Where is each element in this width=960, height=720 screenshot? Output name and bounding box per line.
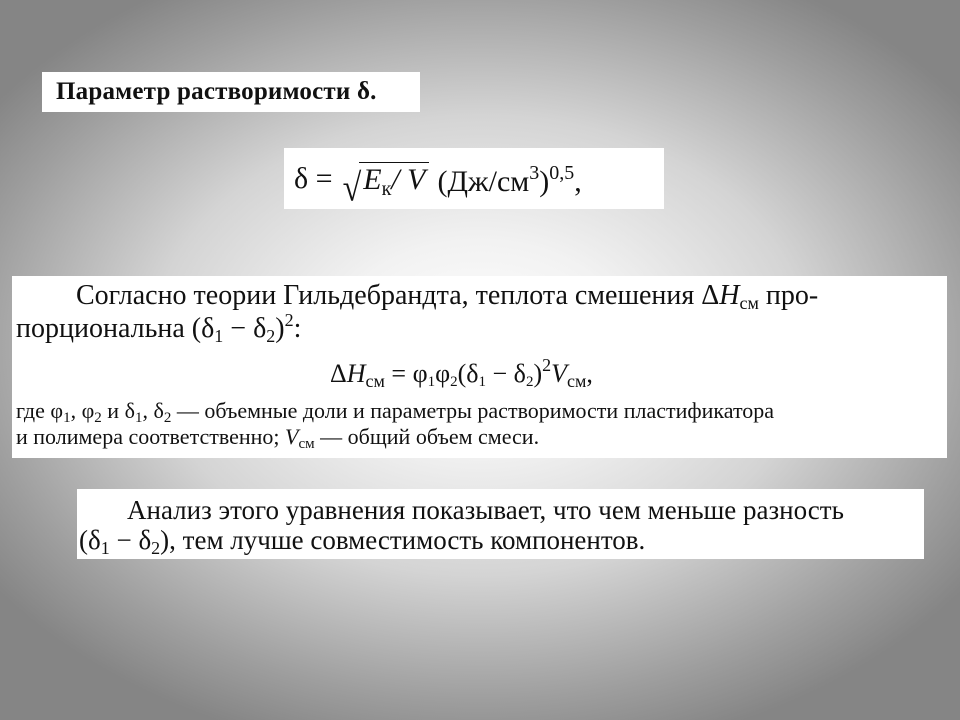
f2-minus: − δ bbox=[486, 359, 526, 388]
enthalpy-symbol: H bbox=[719, 280, 740, 311]
mixing-enthalpy-formula bbox=[330, 355, 593, 392]
theory-text-1-end: про- bbox=[758, 280, 819, 311]
sqrt-icon: √ bbox=[342, 167, 362, 210]
sqrt-body bbox=[359, 162, 429, 206]
conclusion-line-1: Анализ этого уравнения показывает, что чем меньше разность bbox=[127, 495, 844, 525]
f2-d2-sub: 2 bbox=[525, 374, 534, 390]
units-text: (Дж/см bbox=[437, 165, 530, 198]
ex-s4: 2 bbox=[163, 410, 172, 426]
explanation-line-2 bbox=[16, 424, 539, 453]
delta1-subscript: 1 bbox=[214, 326, 224, 346]
ex-b: , φ bbox=[70, 398, 95, 423]
conclusion-line-2 bbox=[79, 525, 645, 559]
f2-phi2-sub: 2 bbox=[450, 374, 458, 390]
ex-e: — объемные доли и параметры растворимости пластификатора bbox=[171, 398, 775, 423]
theory-line-1 bbox=[76, 280, 818, 314]
ex-s1: 1 bbox=[63, 410, 71, 426]
delta2-subscript: 2 bbox=[266, 326, 276, 346]
f2-h-sub: см bbox=[365, 371, 385, 391]
cl-s1: 1 bbox=[100, 538, 110, 558]
title-panel bbox=[42, 72, 420, 112]
theory-close-paren: ) bbox=[275, 313, 285, 344]
formula1-units bbox=[437, 162, 581, 199]
energy-symbol: E bbox=[363, 163, 382, 196]
cl-a: (δ bbox=[79, 525, 101, 555]
ex-s2: 2 bbox=[94, 410, 102, 426]
theory-colon: : bbox=[293, 313, 302, 344]
units-superscript: 3 bbox=[529, 162, 540, 184]
square-superscript: 2 bbox=[284, 310, 294, 330]
ex-a: где φ bbox=[16, 398, 64, 423]
ex-d: , δ bbox=[142, 398, 164, 423]
slide-title: Параметр растворимости δ. bbox=[56, 78, 377, 105]
f2-h: H bbox=[346, 359, 366, 388]
enthalpy-subscript: см bbox=[739, 293, 759, 313]
ex-c: и δ bbox=[101, 398, 135, 423]
f2-delta: Δ bbox=[330, 359, 347, 388]
f2-v-sub: см bbox=[567, 371, 587, 391]
f2-d1-sub: 1 bbox=[478, 374, 487, 390]
ex2-b: — общий объем смеси. bbox=[314, 424, 540, 449]
f2-eq-phi: = φ bbox=[384, 359, 428, 388]
theory-minus: − δ bbox=[223, 313, 267, 344]
solubility-formula-panel bbox=[284, 148, 664, 209]
cl-b: − δ bbox=[109, 525, 152, 555]
solubility-formula bbox=[294, 162, 582, 210]
sqrt-expression bbox=[342, 162, 430, 210]
conclusion-panel bbox=[77, 489, 924, 559]
theory-line-2 bbox=[16, 310, 301, 347]
formula1-lhs: δ = bbox=[294, 162, 333, 195]
theory-text-2: порциональна (δ bbox=[16, 313, 215, 344]
f2-phi1-sub: 1 bbox=[427, 374, 436, 390]
ex-s3: 1 bbox=[134, 410, 143, 426]
power-superscript: 0,5 bbox=[549, 162, 575, 184]
ex2-a: и полимера соответственно; bbox=[16, 424, 286, 449]
ex2-v-sub: см bbox=[298, 436, 315, 452]
volume-symbol: / V bbox=[391, 163, 426, 196]
f2-phi2: φ bbox=[435, 359, 451, 388]
formula1-comma: , bbox=[574, 165, 582, 198]
theory-text-1: Согласно теории Гильдебрандта, теплота смешения Δ bbox=[76, 280, 720, 311]
energy-subscript: к bbox=[381, 178, 392, 200]
cl-s2: 2 bbox=[151, 538, 161, 558]
f2-open: (δ bbox=[457, 359, 479, 388]
theory-panel bbox=[12, 276, 947, 458]
f2-close: ) bbox=[533, 359, 543, 388]
f2-power: 2 bbox=[542, 355, 552, 375]
units-close: ) bbox=[539, 165, 550, 198]
ex2-v: V bbox=[285, 424, 299, 449]
cl-c: ), тем лучше совместимость компонентов. bbox=[160, 525, 646, 555]
explanation-line-1 bbox=[16, 398, 774, 427]
f2-comma: , bbox=[586, 359, 593, 388]
f2-v: V bbox=[551, 359, 567, 388]
